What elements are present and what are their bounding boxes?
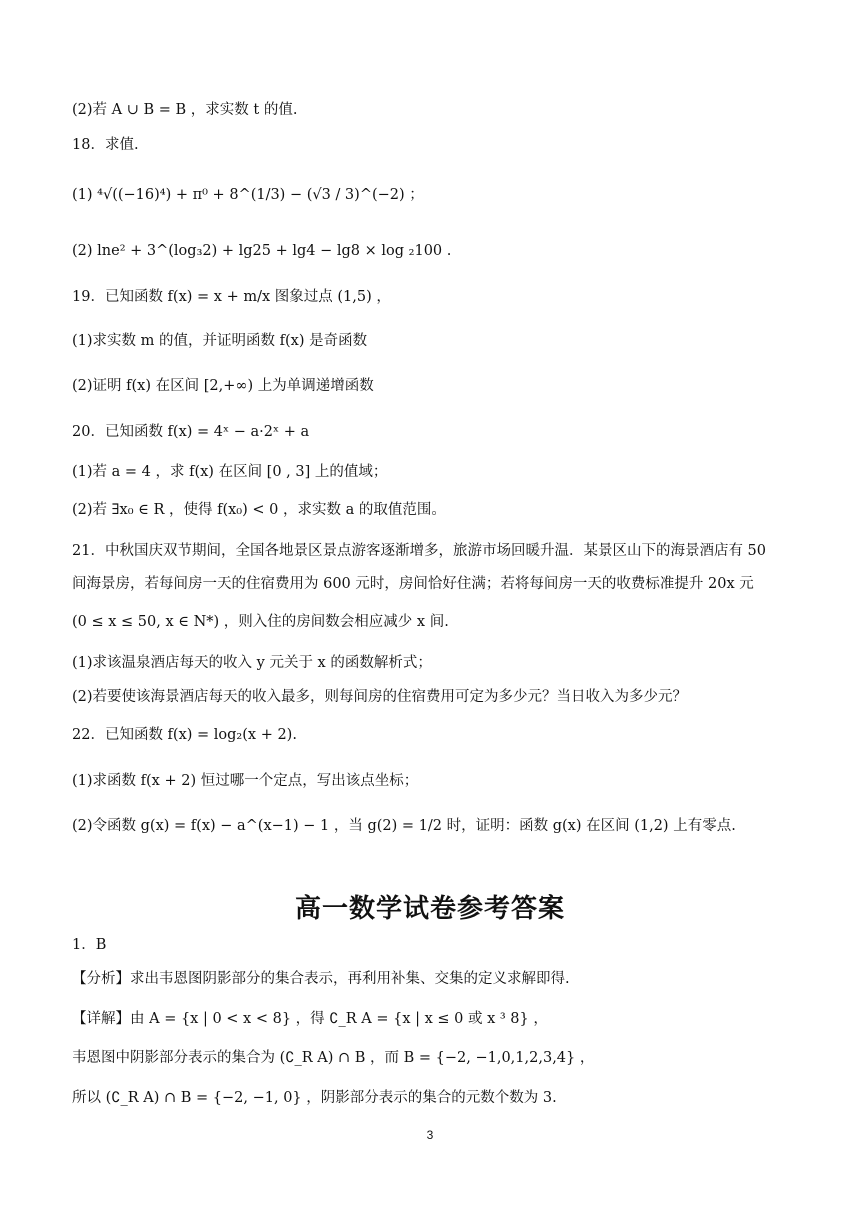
q20-heading: 20．已知函数 f(x) = 4ˣ − a·2ˣ + a [72,424,310,440]
answer-1-detail: 【详解】由 A = {x | 0 < x < 8} ，得 ∁_R A = {x | x ≤ 0 或 x ³ 8} ， [72,1011,548,1027]
q22-heading: 22．已知函数 f(x) = log₂(x + 2). [72,727,297,743]
q18-part2: (2) lne² + 3^(log₃2) + lg25 + lg4 − lg8 × log ₂100 . [72,243,452,259]
q21-line1: 21．中秋国庆双节期间，全国各地景区景点游客逐渐增多，旅游市场回暖升温．某景区山下的海景酒店有 50 [72,543,767,559]
page-number: 3 [426,1128,434,1142]
q21-part2: (2)若要使该海景酒店每天的收入最多，则每间房的住宿费用可定为多少元？当日收入为多少元？ [72,689,688,705]
q20-part1: (1)若 a = 4 ，求 f(x) 在区间 [0 , 3] 上的值域； [72,464,388,480]
answer-1-shaded-set: 韦恩图中阴影部分表示的集合为 (∁_R A) ∩ B ，而 B = {−2, −1,0,1,2,3,4} ， [72,1050,595,1066]
q19-part1: (1)求实数 m 的值，并证明函数 f(x) 是奇函数 [72,333,368,349]
q22-part2: (2)令函数 g(x) = f(x) − a^(x−1) − 1 ，当 g(2) = 1/2 时，证明：函数 g(x) 在区间 (1,2) 上有零点. [72,818,736,834]
q19-part2: (2)证明 f(x) 在区间 [2,+∞) 上为单调递增函数 [72,378,374,394]
q18-part1: (1) ⁴√((−16)⁴) + π⁰ + 8^(1/3) − (√3 / 3)^(−2) ； [72,187,424,203]
answer-title: 高一数学试卷参考答案 [294,894,565,924]
q21-part1: (1)求该温泉酒店每天的收入 y 元关于 x 的函数解析式； [72,655,432,671]
answer-1-analysis: 【分析】求出韦恩图阴影部分的集合表示，再利用补集、交集的定义求解即得. [72,971,570,987]
q21-line2: 间海景房，若每间房一天的住宿费用为 600 元时，房间恰好住满；若将每间房一天的收费标准提升 20x 元 [72,576,754,592]
q21-line3: (0 ≤ x ≤ 50, x ∈ N*) ，则入住的房间数会相应减少 x 间. [72,614,449,630]
q22-part1: (1)求函数 f(x + 2) 恒过哪一个定点，写出该点坐标； [72,773,419,789]
q19-heading: 19．已知函数 f(x) = x + m/x 图象过点 (1,5) ， [72,289,391,305]
q17-part2: (2)若 A ∪ B = B ，求实数 t 的值. [72,102,298,118]
answer-1-conclusion: 所以 (∁_R A) ∩ B = {−2, −1, 0} ，阴影部分表示的集合的元数个数为 3. [72,1090,557,1106]
q18-heading: 18．求值. [72,137,139,153]
q20-part2: (2)若 ∃x₀ ∈ R ，使得 f(x₀) < 0 ，求实数 a 的取值范围。 [72,502,446,518]
answer-1-number: 1．B [72,937,107,953]
